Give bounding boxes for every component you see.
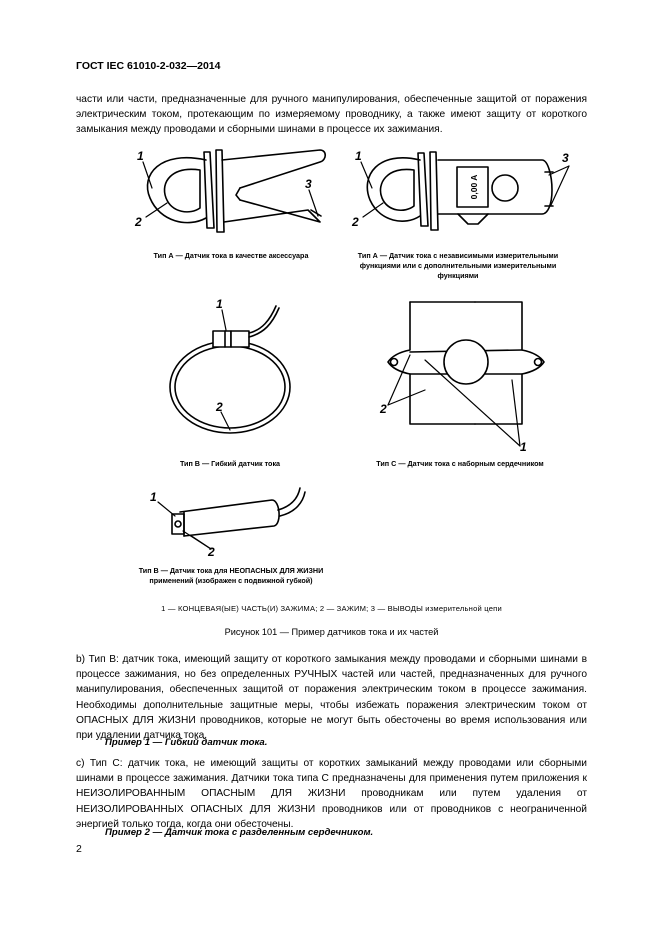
- paragraph-type-b: b) Тип В: датчик тока, имеющий защиту от короткого замыкания между проводами и сборными шинами в процессе зажимания, но без определенных РУЧНЫХ частей или частей, предназначенных для ручного манипулирования, обеспеченных защитой от поражения электрическим током в процессе зажимания. Необходимы дополнительные защитные меры, чтобы избежать поражения электрическим током от ОПАСНЫХ ДЛЯ ЖИЗНИ проводников, которые не могут быть обесточены во время использования или при удалении датчика тока.: [76, 654, 587, 742]
- display-reading: 0,00 A: [469, 174, 479, 200]
- intro-paragraph: части или части, предназначенные для ручного манипулирования, обеспеченные защитой от поражения электрическим током, протекающим по измеряемому проводнику, а также имеют защиту от короткого замыкания между проводами и сборными шинами в процессе их зажимания.: [76, 94, 587, 136]
- callout-2: 2: [135, 215, 142, 229]
- paragraph-type-c: c) Тип С: датчик тока, не имеющий защиты от коротких замыканий между проводами или сборными шинами в процессе зажимания. Датчики тока типа С предназначены для применения путем приложения к НЕИЗОЛИРОВАННЫМ ОПАСНЫМ ДЛЯ ЖИЗНИ проводникам или путем удаления от НЕИЗОЛИРОВАННЫХ ОПАСНЫХ ДЛЯ ЖИЗНИ проводников или от проводников с неограниченной энергией только тогда, когда они обесточены.: [76, 758, 587, 830]
- callout-1: 1: [216, 297, 223, 311]
- probe-type-b-nonhazardous: [172, 488, 305, 536]
- clamp-type-a-integrated: [367, 152, 553, 230]
- caption-type-b-flexible: Тип В — Гибкий датчик тока: [179, 459, 281, 468]
- example-1: Пример 1 — Гибкий датчик тока.: [105, 737, 268, 748]
- callout-2: 2: [352, 215, 359, 229]
- figure-callouts: [134, 149, 569, 559]
- caption-type-a-integrated: Тип А — Датчик тока с независимыми измерительными функциями или с дополнительными измерительными функциями: [357, 251, 559, 280]
- laminated-core-type-c: [388, 302, 544, 424]
- callout-3: 3: [562, 151, 569, 165]
- document-header: ГОСТ IEC 61010-2-032—2014: [76, 60, 221, 72]
- figure-legend: 1 — КОНЦЕВАЯ(ЫЕ) ЧАСТЬ(И) ЗАЖИМА; 2 — ЗАЖИМ; 3 — ВЫВОДЫ измерительной цепи: [161, 604, 502, 613]
- callout-1: 1: [355, 149, 362, 163]
- example-2: Пример 2 — Датчик тока с разделенным сердечником.: [105, 827, 374, 838]
- callout-2: 2: [216, 400, 223, 414]
- caption-type-c-core: Тип С — Датчик тока с наборным сердечником: [376, 459, 544, 468]
- caption-type-b-nonhazardous: Тип В — Датчик тока для НЕОПАСНЫХ ДЛЯ ЖИЗНИ применений (изображен с подвижной губкой): [138, 566, 324, 585]
- flexible-probe-type-b: [170, 306, 290, 433]
- clamp-type-a-accessory: [147, 150, 325, 232]
- callout-1: 1: [520, 440, 527, 454]
- figure-title: Рисунок 101 — Пример датчиков тока и их частей: [224, 627, 439, 637]
- callout-3: 3: [305, 177, 312, 191]
- callout-1: 1: [137, 149, 144, 163]
- caption-type-a-accessory: Тип А — Датчик тока в качестве аксессуара: [153, 251, 309, 260]
- callout-2: 2: [208, 545, 215, 559]
- callout-2: 2: [380, 402, 387, 416]
- callout-1: 1: [150, 490, 157, 504]
- page-number: 2: [76, 843, 82, 855]
